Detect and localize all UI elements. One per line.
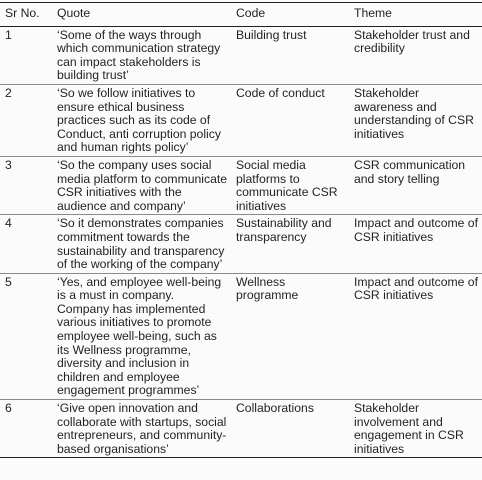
row-theme: Impact and outcome of CSR initiatives: [349, 215, 482, 273]
table-header: [0, 3, 482, 27]
header-code: Code: [231, 3, 349, 27]
row-sr-no: 1: [0, 26, 52, 84]
row-quote: ‘Some of the ways through which communication strategy can impact stakeholders is building trust’: [52, 26, 231, 84]
row-code: Building trust: [231, 26, 349, 84]
row-sr-no: 5: [0, 273, 52, 399]
header-quote: Quote: [52, 3, 231, 27]
row-code: Collaborations: [231, 400, 349, 458]
row-code: Code of conduct: [231, 84, 349, 156]
row-quote: ‘Give open innovation and collaborate with startups, social entrepreneurs, and community-based organisations’: [52, 400, 231, 458]
header-row: [0, 3, 482, 27]
row-sr-no: 2: [0, 84, 52, 156]
row-theme: CSR communication and story telling: [349, 156, 482, 214]
table-row: [0, 215, 482, 273]
row-code: Sustainability and transparency: [231, 215, 349, 273]
row-theme: Stakeholder trust and credibility: [349, 26, 482, 84]
quotes-codes-themes-table: [0, 2, 482, 458]
row-sr-no: 6: [0, 400, 52, 458]
row-sr-no: 3: [0, 156, 52, 214]
table-row: [0, 273, 482, 399]
row-quote: ‘So it demonstrates companies commitment towards the sustainability and transparency of the working of the company’: [52, 215, 231, 273]
table-row: [0, 156, 482, 214]
row-sr-no: 4: [0, 215, 52, 273]
row-quote: ‘So we follow initiatives to ensure ethical business practices such as its code of Conduct, anti corruption policy and human rights policy’: [52, 84, 231, 156]
table-row: [0, 400, 482, 458]
table-body: [0, 26, 482, 458]
row-code: Social media platforms to communicate CSR initiatives: [231, 156, 349, 214]
row-quote: ‘Yes, and employee well-being is a must in company. Company has implemented various initiatives to promote employee well-being, such as its Wellness programme, diversity and inclusion in children and employee engagement programmes’: [52, 273, 231, 399]
header-sr-no: Sr No.: [0, 3, 52, 27]
table-row: [0, 84, 482, 156]
row-theme: Stakeholder involvement and engagement in CSR initiatives: [349, 400, 482, 458]
table-row: [0, 26, 482, 84]
row-theme: Impact and outcome of CSR initiatives: [349, 273, 482, 399]
header-theme: Theme: [349, 3, 482, 27]
row-quote: ‘So the company uses social media platform to communicate CSR initiatives with the audience and company’: [52, 156, 231, 214]
row-theme: Stakeholder awareness and understanding of CSR initiatives: [349, 84, 482, 156]
row-code: Wellness programme: [231, 273, 349, 399]
